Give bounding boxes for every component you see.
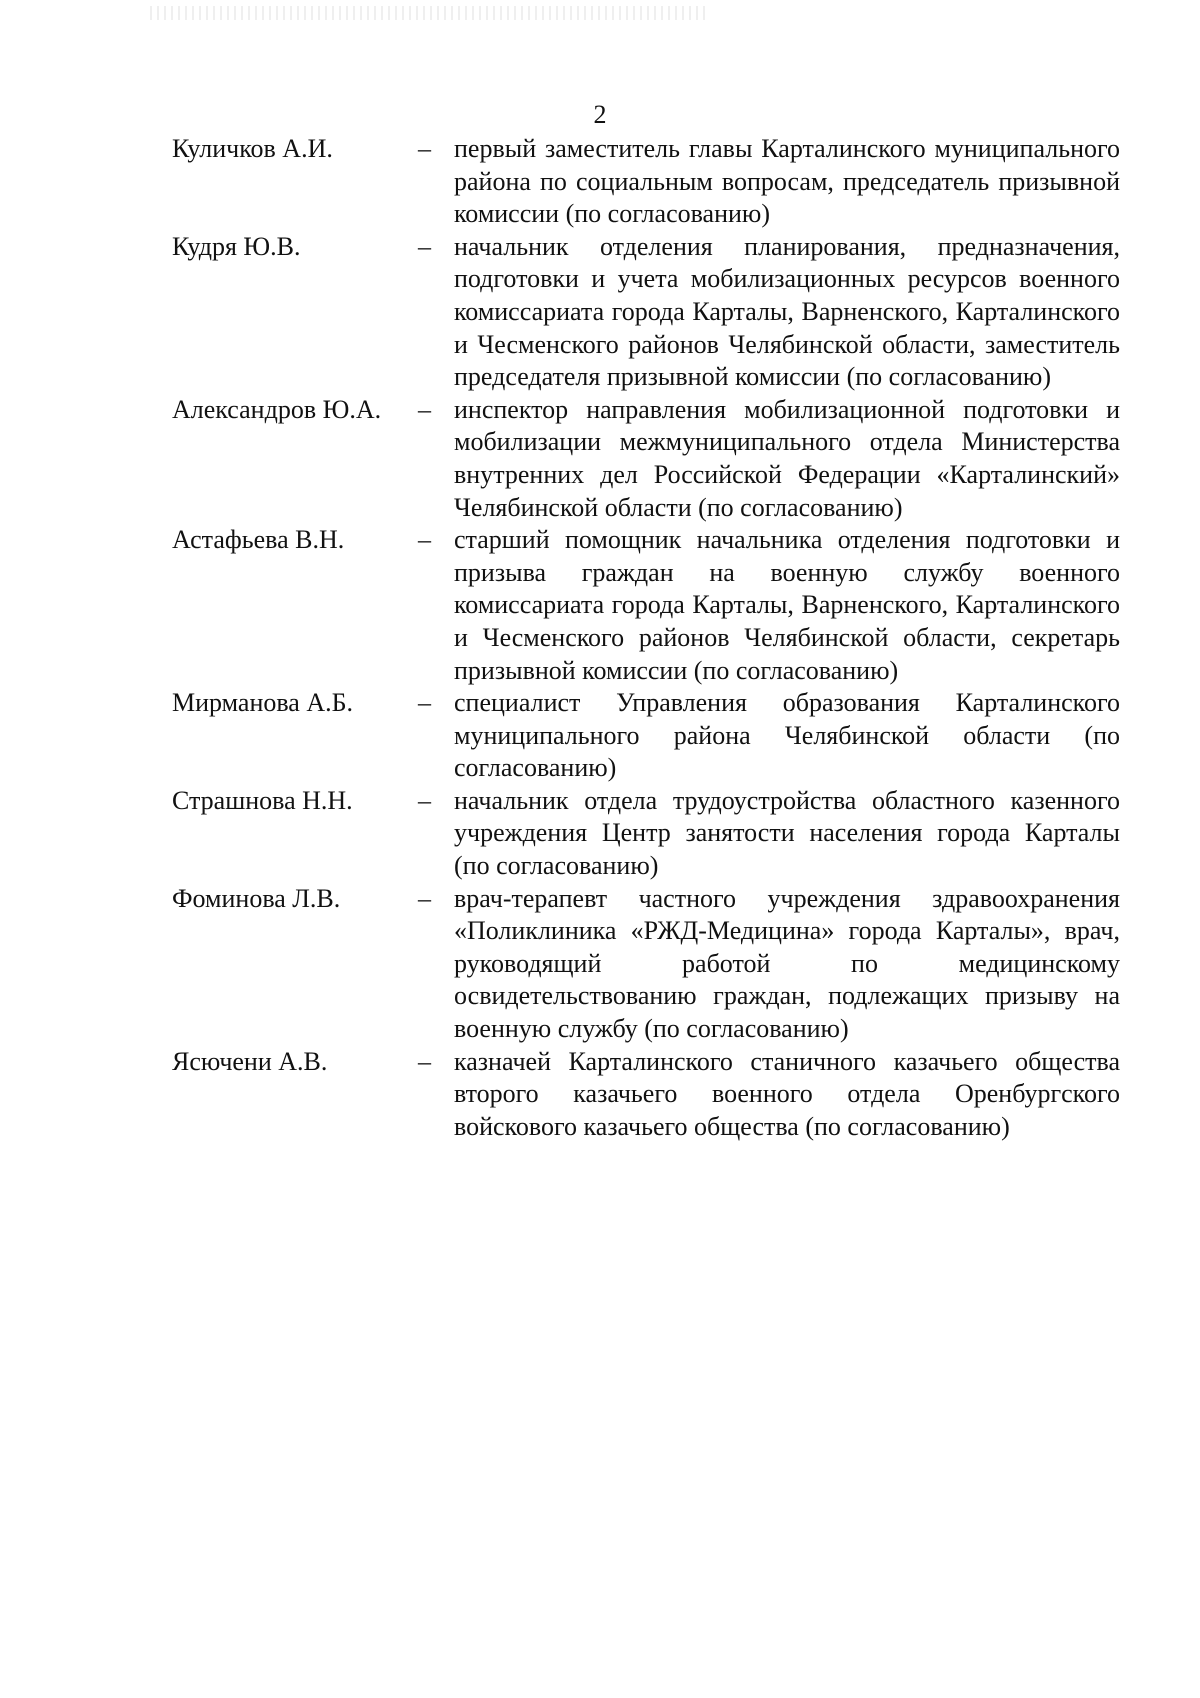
member-description: специалист Управления образования Карталинского муниципального района Челябинской области (по согласованию)	[454, 688, 1120, 783]
member-dash: –	[418, 688, 431, 718]
member-dash: –	[418, 394, 431, 424]
member-description: инспектор направления мобилизационной подготовки и мобилизации межмуниципального отдела Министерства внутренних дел Российской Федерации «Карталинский» Челябинской области (по согласованию)	[454, 394, 1120, 522]
member-entry	[172, 883, 1122, 1046]
member-description: врач-терапевт частного учреждения здравоохранения «Поликлиника «РЖД-Медицина» города Карталы», врач, руководящий работой по медицинскому освидетельствованию граждан, подлежащих призыву на военную службу (по согласованию)	[454, 883, 1120, 1044]
member-list	[172, 133, 1122, 1143]
member-dash: –	[418, 525, 431, 555]
member-name: Куличков А.И.	[172, 134, 333, 163]
member-name: Кудря Ю.В.	[172, 231, 301, 261]
member-name: Мирманова А.Б.	[172, 688, 354, 718]
page-number: 2	[593, 100, 607, 129]
member-dash: –	[418, 1046, 431, 1076]
member-dash: –	[418, 785, 431, 815]
member-name: Александров Ю.А.	[172, 394, 382, 424]
member-entry	[172, 394, 1122, 524]
member-name: Фоминова Л.В.	[172, 883, 341, 913]
member-description: начальник отдела трудоустройства областного казенного учреждения Центр занятости населения города Карталы (по согласованию)	[454, 785, 1120, 881]
member-entry	[172, 687, 1122, 785]
member-entry	[172, 133, 1122, 231]
member-name: Ясючени А.В.	[172, 1046, 328, 1076]
scan-artifact	[150, 6, 710, 20]
member-description: первый заместитель главы Карталинского муниципального района по социальным вопросам, председатель призывной комиссии (по согласованию)	[454, 134, 1120, 229]
member-description: казначей Карталинского станичного казачьего общества второго казачьего военного отдела Оренбургского войскового казачьего общества (по согласованию)	[454, 1046, 1120, 1141]
member-name: Страшнова Н.Н.	[172, 785, 353, 815]
member-dash: –	[418, 883, 431, 913]
member-description: старший помощник начальника отделения подготовки и призыва граждан на военную службу военного комиссариата города Карталы, Варненского, Карталинского и Чесменского районов Челябинской области, секретарь призывной комиссии (по согласованию)	[454, 525, 1120, 685]
member-entry	[172, 1046, 1122, 1144]
member-entry	[172, 785, 1122, 883]
member-dash: –	[418, 134, 431, 163]
member-entry	[172, 231, 1122, 394]
member-entry	[172, 524, 1122, 687]
member-description: начальник отделения планирования, предназначения, подготовки и учета мобилизационных ресурсов военного комиссариата города Карталы, Варненского, Карталинского и Чесменского районов Челябинской области, заместитель председателя призывной комиссии (по согласованию)	[454, 231, 1120, 392]
member-name: Астафьева В.Н.	[172, 525, 345, 555]
member-dash: –	[418, 231, 431, 261]
